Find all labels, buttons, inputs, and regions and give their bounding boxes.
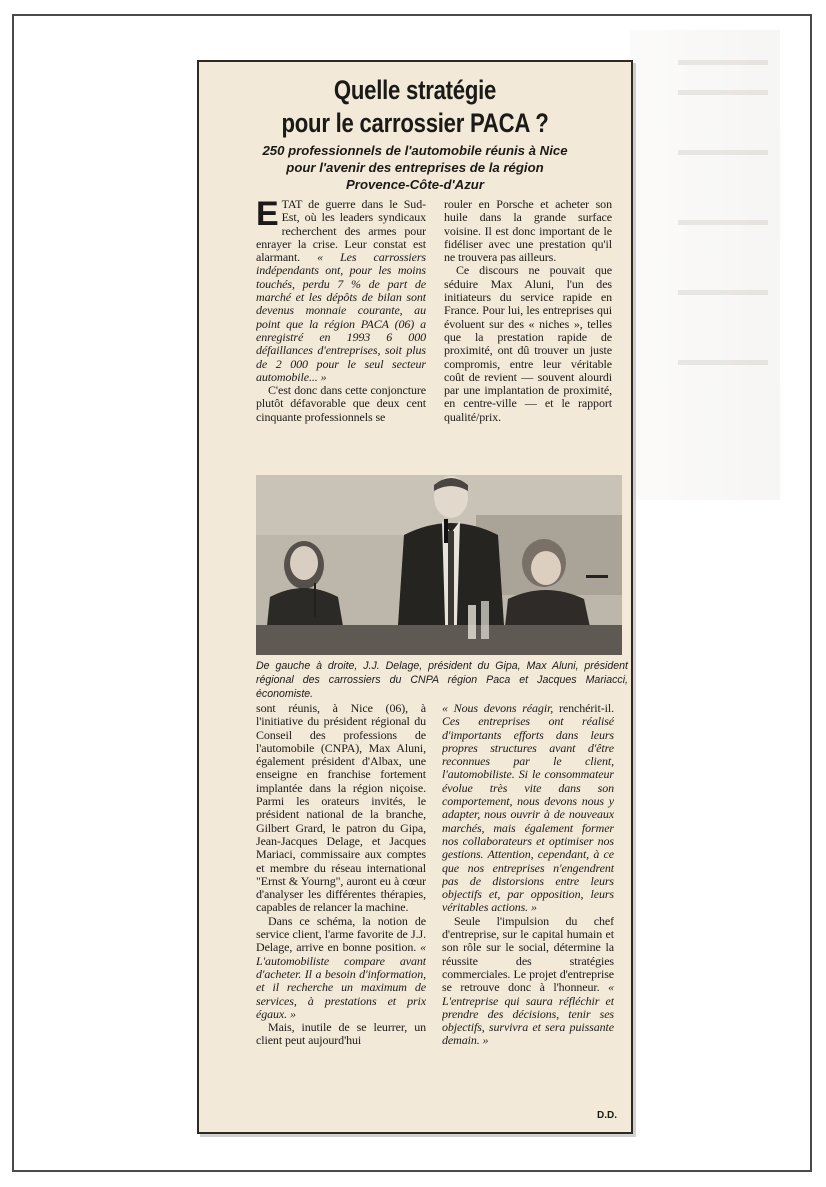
paragraph bbox=[442, 915, 614, 1048]
subhead-line-1: 250 professionnels de l'automobile réunis à Nice bbox=[262, 143, 568, 158]
paragraph: rouler en Porsche et acheter son huile dans la grande surface voisine. Il est donc important de le fidéliser avec une prestation qu'il ne trouvera pas ailleurs. bbox=[444, 198, 612, 265]
quote: « Les carrossiers indépendants ont, pour les moins touchés, perdu 7 % de part de marché et les dépôts de bilan sont devenus monnaie courante, au point que la région PACA (06) a enregistré en 1993 6 000 défaillances d'entreprises, soit plus de 2 000 pour le seul secteur automobile... » bbox=[256, 250, 426, 384]
newspaper-clipping bbox=[197, 60, 633, 1134]
drop-cap: E bbox=[256, 198, 279, 233]
headline-line-1: Quelle stratégie bbox=[333, 75, 497, 105]
paragraph-lead: Dans ce schéma, la notion de service client, l'arme favorite de J.J. Delage, arrive en bonne position. bbox=[256, 913, 426, 955]
quote: « L'entreprise qui saura réfléchir et prendre des décisions, tenir ses objectifs, survivra et sera puissante demain. » bbox=[442, 980, 614, 1048]
paragraph-lead: TAT de guerre dans le Sud-Est, où les leaders syndicaux recherchent des armes pour enrayer la crise. Leur constat est alarmant. bbox=[256, 198, 426, 265]
quote: Ces entreprises ont réalisé d'importants efforts dans leurs propres structures avant d'être reconnues par le client, l'automobiliste. Si le consommateur évolue très vite dans son comportement, nous devons nous y adapter, nous ouvrir à de nouveaux marchés, mais également former nos collaborateurs et optimiser nos gestions. Attention, cependant, à ce que nos entreprises n'engendrent pas de distorsions entre leurs objectifs et, par opposition, leurs véritables actions. » bbox=[442, 714, 614, 915]
attribution: renchérit-il. bbox=[558, 702, 614, 715]
quote: « L'automobiliste compare avant d'acheter. Il a besoin d'information, et il recherche un maximum de services, à prestations et prix égaux. » bbox=[256, 940, 426, 1021]
conference-photo bbox=[256, 475, 622, 655]
headline-line-2: pour le carrossier PACA ? bbox=[281, 108, 549, 138]
paragraph bbox=[256, 915, 426, 1021]
paragraph: sont réunis, à Nice (06), à l'initiative du président régional du Conseil des professions de l'automobile (CNPA), Max Aluni, également président d'Albax, une enseigne en franchise fortement implantée dans la région niçoise. Parmi les orateurs invités, le président national de la branche, Gilbert Grard, le patron du Gipa, Jean-Jacques Delage, et Jacques Mariaci, commissaire aux comptes et membre du réseau international "Ernst & Yourng", auront eu à cœur d'analyser les différentes thérapies, capables de relancer la machine. bbox=[256, 702, 426, 915]
paragraph: Mais, inutile de se leurrer, un client peut aujourd'hui bbox=[256, 1020, 426, 1048]
facing-page-bleed bbox=[630, 30, 780, 500]
article-column-3 bbox=[256, 702, 426, 1122]
paragraph bbox=[256, 198, 426, 384]
author-signature: D.D. bbox=[597, 1110, 617, 1121]
photo-illustration bbox=[256, 475, 622, 655]
paragraph: C'est donc dans cette conjoncture plutôt défavorable que deux cent cinquante professionnels se bbox=[256, 383, 426, 424]
paragraph bbox=[442, 702, 614, 915]
subhead-line-3: Provence-Côte-d'Azur bbox=[346, 177, 484, 192]
subhead-line-2: pour l'avenir des entreprises de la région bbox=[286, 160, 544, 175]
photo-caption: De gauche à droite, J.J. Delage, président du Gipa, Max Aluni, président régional des carrossiers du CNPA région Paca et Jacques Mariacci, économiste. bbox=[256, 660, 628, 700]
article-column-4 bbox=[442, 702, 614, 1122]
paragraph-lead: Seule l'impulsion du chef d'entreprise, sur le capital humain et son rôle sur le social, détermine la réussite des stratégies commerciales. Le projet d'entreprise se retrouve donc à l'honneur. bbox=[442, 913, 614, 995]
paragraph: Ce discours ne pouvait que séduire Max Aluni, l'un des initiateurs du service rapide en France. Pour lui, les entreprises qui évoluent sur des « niches », telles que la prestation rapide de proximité, ont dû trouver un juste compromis, entre leur véritable coût de revient — souvent alourdi par une implantation de proximité, en centre-ville — et le rapport qualité/prix. bbox=[444, 263, 612, 424]
quote: « Nous devons réagir, bbox=[442, 702, 559, 715]
